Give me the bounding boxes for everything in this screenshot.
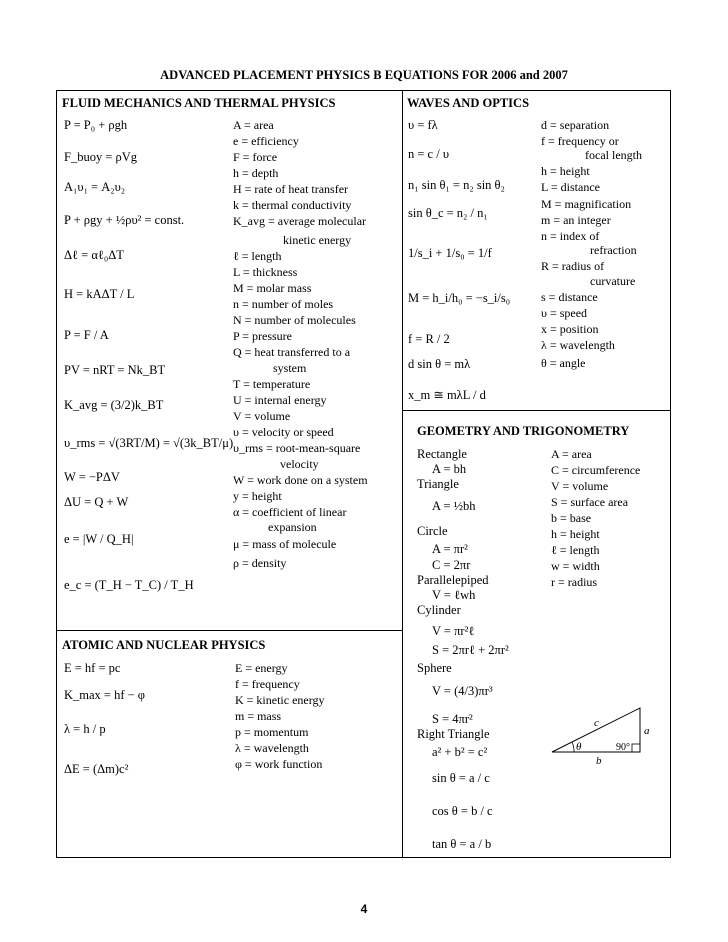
waves-definition: L = distance: [541, 180, 600, 194]
fluid-definition: V = volume: [233, 409, 291, 423]
right-angle-label: 90°: [616, 742, 630, 753]
fluid-definition: n = number of moles: [233, 297, 334, 311]
geometry-definition: A = area: [551, 447, 592, 461]
waves-definition: curvature: [590, 274, 636, 288]
fluid-equation: K_avg = (3/2)k_BT: [64, 398, 164, 412]
right-triangle-diagram: [548, 704, 660, 764]
waves-equation: 1/s_i + 1/s₀ = 1/f: [408, 246, 492, 260]
geometry-formula: a² + b² = c²: [432, 745, 488, 759]
fluid-definition: h = depth: [233, 166, 279, 180]
fluid-definition: W = work done on a system: [233, 473, 368, 487]
waves-definition: refraction: [590, 243, 637, 257]
fluid-equation: υ_rms = √(3RT/M) = √(3k_BT/μ): [64, 436, 234, 450]
fluid-section-heading: FLUID MECHANICS AND THERMAL PHYSICS: [62, 96, 336, 110]
fluid-definition: system: [273, 361, 307, 375]
geometry-formula: A = ½bh: [432, 499, 476, 513]
waves-definition: s = distance: [541, 290, 598, 304]
fluid-definition: K_avg = average molecular: [233, 214, 367, 228]
fluid-definition: k = thermal conductivity: [233, 198, 352, 212]
waves-equation: f = R / 2: [408, 332, 450, 346]
geometry-definition: b = base: [551, 511, 592, 525]
fluid-definition: y = height: [233, 489, 282, 503]
geometry-definition: r = radius: [551, 575, 598, 589]
geometry-formula: tan θ = a / b: [432, 837, 492, 851]
geometry-definition: w = width: [551, 559, 600, 573]
waves-definition: n = index of: [541, 229, 600, 243]
angle-arc: [572, 742, 574, 752]
fluid-equation: e = |W / Q_H|: [64, 532, 134, 546]
fluid-definition: velocity: [280, 457, 319, 471]
fluid-equation: A₁υ₁ = A₂υ₂: [64, 180, 126, 194]
geometry-definition: C = circumference: [551, 463, 641, 477]
fluid-definition: ℓ = length: [233, 249, 282, 263]
hypotenuse-label: c: [594, 717, 599, 729]
geometry-formula: A = πr²: [432, 542, 468, 556]
waves-definition: d = separation: [541, 118, 610, 132]
waves-equation: υ = fλ: [408, 118, 438, 132]
right-angle-marker: [632, 744, 640, 752]
geometry-formula: A = bh: [432, 462, 467, 476]
fluid-definition: L = thickness: [233, 265, 298, 279]
fluid-definition: H = rate of heat transfer: [233, 182, 349, 196]
atomic-equation: ΔE = (Δm)c²: [64, 762, 129, 776]
fluid-equation: P = F / A: [64, 328, 109, 342]
waves-section-heading: WAVES AND OPTICS: [407, 96, 530, 110]
atomic-definition: E = energy: [235, 661, 288, 675]
geometry-formula: C = 2πr: [432, 558, 471, 572]
fluid-equation: PV = nRT = Nk_BT: [64, 363, 166, 377]
column-divider: [402, 90, 403, 858]
waves-definition: focal length: [585, 148, 642, 162]
atomic-equation: K_max = hf − φ: [64, 688, 146, 702]
atomic-section-heading: ATOMIC AND NUCLEAR PHYSICS: [62, 638, 266, 652]
atomic-definition: p = momentum: [235, 725, 309, 739]
fluid-definition: υ_rms = root-mean-square: [233, 441, 361, 455]
atomic-definition: K = kinetic energy: [235, 693, 325, 707]
atomic-equation: λ = h / p: [64, 722, 106, 736]
atomic-definition: m = mass: [235, 709, 282, 723]
waves-equation: M = h_i/h₀ = −s_i/s₀: [408, 291, 511, 305]
opposite-side-label: a: [644, 725, 650, 737]
geometry-formula: S = 2πrℓ + 2πr²: [432, 643, 509, 657]
waves-equation: n₁ sin θ₁ = n₂ sin θ₂: [408, 178, 505, 192]
waves-definition: x = position: [541, 322, 599, 336]
geometry-section-heading: GEOMETRY AND TRIGONOMETRY: [417, 424, 630, 438]
atomic-definition: f = frequency: [235, 677, 300, 691]
atomic-definition: φ = work function: [235, 757, 323, 771]
fluid-definition: expansion: [268, 520, 317, 534]
page-number: 4: [360, 902, 368, 916]
geometry-definition: ℓ = length: [551, 543, 600, 557]
angle-theta-label: θ: [576, 741, 582, 753]
right-section-divider: [402, 410, 671, 411]
waves-equation: sin θ_c = n₂ / n₁: [408, 206, 488, 220]
waves-definition: f = frequency or: [541, 134, 619, 148]
fluid-definition: Q = heat transferred to a: [233, 345, 351, 359]
waves-equation: n = c / υ: [408, 147, 450, 161]
atomic-definition: λ = wavelength: [235, 741, 309, 755]
waves-definition: M = magnification: [541, 197, 632, 211]
fluid-equation: F_buoy = ρVg: [64, 150, 138, 164]
geometry-shape-name: Triangle: [417, 477, 459, 491]
fluid-definition: ρ = density: [233, 556, 287, 570]
geometry-shape-name: Cylinder: [417, 603, 461, 617]
fluid-definition: A = area: [233, 118, 274, 132]
fluid-definition: α = coefficient of linear: [233, 505, 347, 519]
fluid-equation: ΔU = Q + W: [64, 495, 129, 509]
fluid-definition: e = efficiency: [233, 134, 299, 148]
waves-definition: λ = wavelength: [541, 338, 615, 352]
geometry-shape-name: Circle: [417, 524, 448, 538]
fluid-definition: F = force: [233, 150, 278, 164]
waves-definition: m = an integer: [541, 213, 611, 227]
page-title: ADVANCED PLACEMENT PHYSICS B EQUATIONS FOR 2006 and 2007: [160, 68, 568, 82]
geometry-definition: V = volume: [551, 479, 609, 493]
fluid-definition: N = number of molecules: [233, 313, 356, 327]
geometry-formula: V = πr²ℓ: [432, 624, 475, 638]
fluid-equation: Δℓ = αℓ₀ΔT: [64, 248, 124, 262]
fluid-definition: μ = mass of molecule: [233, 537, 337, 551]
geometry-formula: S = 4πr²: [432, 712, 473, 726]
fluid-definition: υ = velocity or speed: [233, 425, 334, 439]
geometry-shape-name: Parallelepiped: [417, 573, 489, 587]
adjacent-side-label: b: [596, 755, 602, 764]
geometry-shape-name: Sphere: [417, 661, 452, 675]
geometry-shape-name: Right Triangle: [417, 727, 490, 741]
fluid-definition: P = pressure: [233, 329, 292, 343]
waves-equation: d sin θ = mλ: [408, 357, 471, 371]
fluid-equation: P + ρgy + ½ρυ² = const.: [64, 213, 185, 227]
fluid-definition: T = temperature: [233, 377, 311, 391]
waves-definition: υ = speed: [541, 306, 588, 320]
fluid-definition: U = internal energy: [233, 393, 327, 407]
geometry-formula: V = ℓwh: [432, 588, 476, 602]
left-section-divider: [56, 630, 402, 631]
geometry-formula: sin θ = a / c: [432, 771, 490, 785]
fluid-definition: M = molar mass: [233, 281, 312, 295]
fluid-definition: kinetic energy: [283, 233, 352, 247]
fluid-equation: H = kAΔT / L: [64, 287, 135, 301]
geometry-formula: cos θ = b / c: [432, 804, 493, 818]
waves-definition: R = radius of: [541, 259, 605, 273]
fluid-equation: e_c = (T_H − T_C) / T_H: [64, 578, 194, 592]
atomic-equation: E = hf = pc: [64, 661, 121, 675]
fluid-equation: P = P₀ + ρgh: [64, 118, 128, 132]
waves-definition: θ = angle: [541, 356, 586, 370]
geometry-definition: S = surface area: [551, 495, 629, 509]
fluid-equation: W = −PΔV: [64, 470, 120, 484]
waves-definition: h = height: [541, 164, 590, 178]
waves-equation: x_m ≅ mλL / d: [408, 388, 486, 402]
geometry-definition: h = height: [551, 527, 600, 541]
geometry-formula: V = (4/3)πr³: [432, 684, 493, 698]
geometry-shape-name: Rectangle: [417, 447, 467, 461]
